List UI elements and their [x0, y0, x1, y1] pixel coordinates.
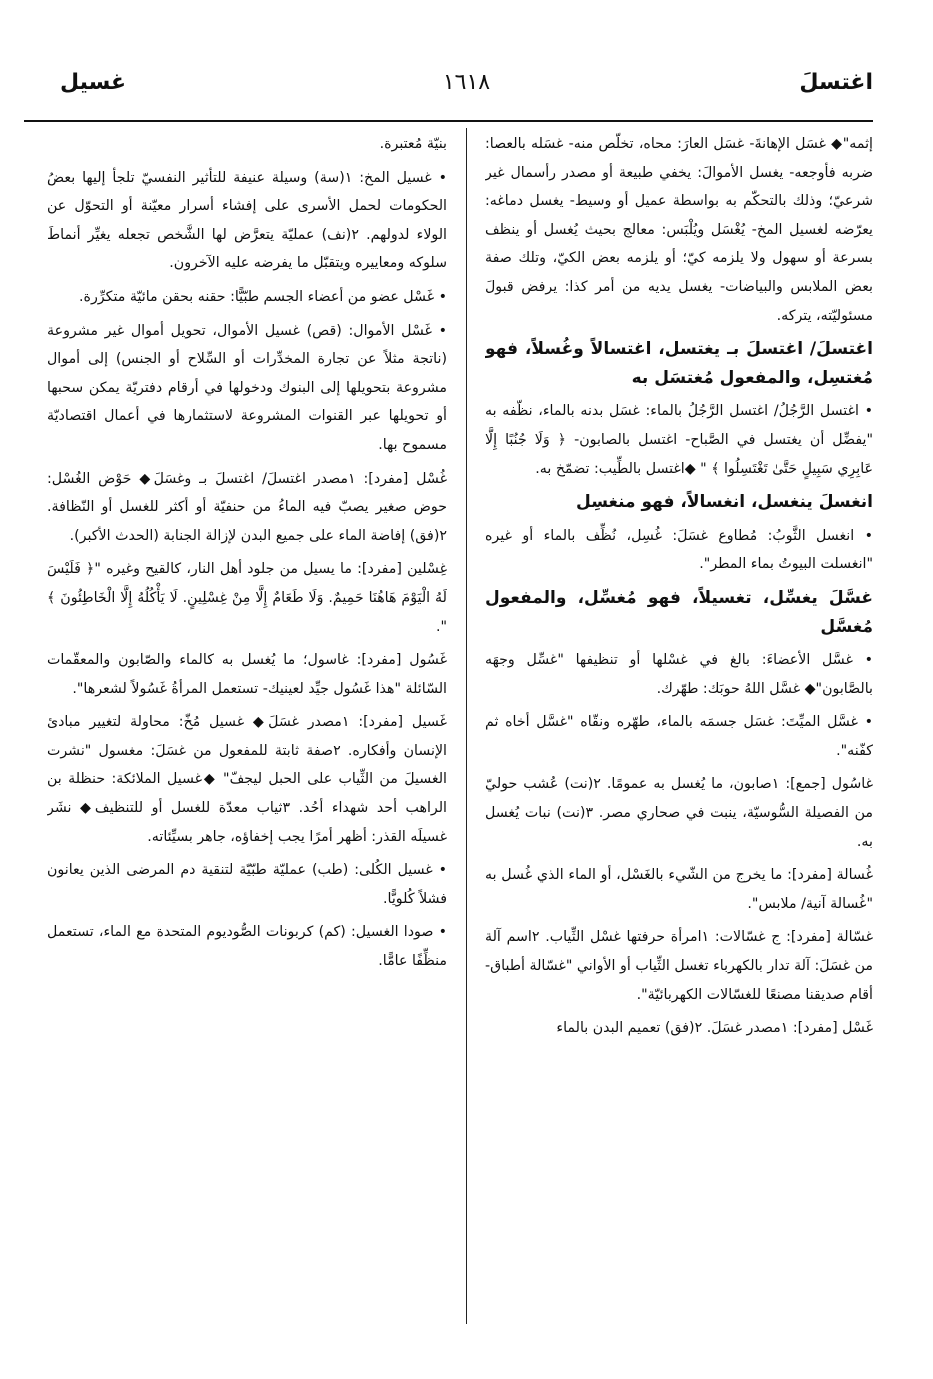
page-header [60, 70, 873, 110]
header-rule [24, 120, 873, 122]
left-column [47, 130, 447, 1329]
entry-paragraph: • صودا الغسيل: (كم) كربونات الصُّوديوم المتحدة مع الماء، تستعمل منظِّفًا عامًّا. [47, 924, 447, 970]
header-left-guide-word: غسيل [60, 70, 127, 95]
entry-paragraph: • غسيل الكُلى: (طب) عمليّة طبّيّة لتنقية دم المرضى الذين يعانون فشلاً كُلويًّا. [47, 862, 447, 907]
entry-paragraph: غاسُول [جمع]: ١صابون، ما يُغسل به عمومًا. ٢(نت) عُشب حوليّ من الفصيلة السُّوسيّة، ينبت في صحاري مصر. ٣(نت) نبات يُغسل به. [485, 776, 873, 850]
entry-paragraph: غَسيل [مفرد]: ١مصدر غسَلَ◆ غسيل مُخّ: محاولة لتغيير مبادئ الإنسان وأفكاره. ٢صفة ثابتة للمفعول من غسَلَ: مغسول "نشرت الغسيلَ من الثِّياب على الحبل ليجفّ" ◆غسيل الملائكة: حنظلة بن الراهب أحد شهداء أحُد. ٣ثياب معدّة للغسل أو للتنظيف◆ نشَر غسيلَه القذر: أظهر أمرًا يجب إخفاؤه، جاهر بسيِّئاته. [47, 714, 447, 845]
entry-paragraph: غُسالة [مفرد]: ما يخرج من الشّيء بالغَسْل، أو الماء الذي غُسل به "غُسالة آنية/ ملابس". [485, 867, 873, 912]
entry-paragraph: • انغسل الثَّوبُ: مُطاوع غسَلَ: غُسِل، نُظِّف بالماء أو غيره "انغسلت البيوتُ بماء المطر". [485, 527, 873, 573]
entry-paragraph: • غَسْل الأموال: (قص) غسيل الأموال، تحويل أموال غير مشروعة (ناتجة مثلاً عن تجارة المخدِّرات أو السِّلاح أو الجنس) إلى أموال مشروعة بتحويلها إلى البنوك ودخولها في أرقام دفتريّة يمكن سحبها أو تحويلها عبر القنوات المشروعة لاستثمارها في أعمال اقتصاديّة مسموح بها. [47, 322, 447, 453]
header-right-guide-word: اغتسلَ [799, 70, 873, 95]
entry-paragraph: بنيّة مُعتبرة. [379, 136, 447, 152]
right-column [485, 130, 873, 1329]
column-divider [466, 128, 467, 1324]
entry-paragraph: غُسْل [مفرد]: ١مصدر اغتسلَ/ اغتسلَ بـ وغسَلَ◆ حَوْض الغُسْل: حوض صغير يصبّ فيه الماءُ من حنفيّة أو أكثر للغسل أو النّظافة. ٢(فق) إفاضة الماء على جميع البدن لإزالة الجنابة (الحدث الأكبر). [47, 470, 447, 544]
headword-entry: غسَّلَ يغسِّل، تغسيلاً، فهو مُغسِّل، والمفعول مُغسَّل [485, 587, 873, 637]
entry-paragraph: • اغتسل الرَّجُلُ/ اغتسل الرَّجُلُ بالماء: غسَل بدنه بالماء، نظّفه به "يفضِّل أن يغتسل في الصَّباح- اغتسل بالصابون- ﴿ وَلَا جُنُبًا إِلَّا عَابِرِي سَبِيلٍ حَتَّىٰ تَغْتَسِلُوا ﴾ " ◆اغتسل بالطِّيب: تضمّخ به. [485, 403, 873, 477]
entry-paragraph: غسّالة [مفرد]: ج غسّالات: ١امرأة حرفتها غسْل الثِّياب. ٢اسم آلة من غسَلَ: آلة تدار بالكهرباء تغسل الثِّياب أو الأواني "غسّالة أطباق- أقام صديقنا مصنعًا للغسّالات الكهربائيّة". [485, 929, 873, 1003]
headword-entry: اغتسلَ/ اغتسلَ بـ يغتسل، اغتسالاً وغُسلاً، فهو مُغتسِل، والمفعول مُغتسَل به [485, 339, 873, 388]
entry-paragraph: غَسْل [مفرد]: ١مصدر غسَلَ. ٢(فق) تعميم البدن بالماء [556, 1020, 873, 1037]
headword-entry: انغسلَ ينغسل، انغسالاً، فهو منغسِل [576, 492, 873, 513]
entry-paragraph: • غسيل المخ: ١(سة) وسيلة عنيفة للتأثير النفسيّ تلجأ إليها بعضُ الحكومات لحمل الأسرى على إفشاء أسرار معيّنة أو التحوّل عن الولاء لدولهم. ٢(نف) عمليّة يتعرَّض لها الشَّخص تجعله يغيِّر أنماطَ سلوكه ومعاييره ويتقبّل ما يفرضه عليه الآخرون. [47, 169, 447, 272]
entry-paragraph: • غسَّل الأعضاءَ: بالغ في غسْلها أو تنظيفها "غسِّل وجهَه بالصَّابون"◆ غسَّل اللهُ حوبَك: طهّرك. [485, 652, 873, 697]
entry-paragraph: غَسُول [مفرد]: غاسول؛ ما يُغسل به كالماء والصّابون والمعقّمات السّائلة "هذا غَسُول جيِّد لعينيك- تستعمل المرأةُ غَسُولاً لشعرها". [47, 652, 447, 697]
entry-paragraph: • غسَّل الميِّتَ: غسَل جسمَه بالماء، طهّره ونقّاه "غسَّل أخاه ثم كفّنه". [485, 714, 873, 759]
entry-paragraph: غِسْلين [مفرد]: ما يسيل من جلود أهل النار، كالقيح وغيره "﴿ فَلَيْسَ لَهُ الْيَوْمَ هَاهُنَا حَمِيمٌ. وَلَا طَعَامٌ إِلَّا مِنْ غِسْلِينٍ. لَا يَأْكُلُهُ إِلَّا الْخَاطِئُونَ ﴾ ". [47, 561, 447, 635]
entry-paragraph: • غَسْل عضو من أعضاء الجسم طبّيًّا: حقنه بحقن مائيّة متكرِّرة. [79, 288, 447, 305]
entry-paragraph: إثمه"◆ غسَل الإهانةَ- غسَل العارَ: محاه، تخلّص منه- غسَله بالعصا: ضربه فأوجعه- يغسل الأموالَ: يخفي طبيعة أو مصدر رأسمال غير شرعيّ؛ وذلك بالتحكّم به بواسطة عميل أو وسيط- يغسل دماغه: يعرّضه لغسيل المخ- يُغْسَل ويُلْبَس: معالج بحيث يُغسل أو ينظف بسرعة أو سهول ولا يلزمه كيّ؛ أو يلزمه بعض الكيّ، وتلك صفة بعض الملابس والبياضات- يغسل يديه من أمر كذا: يرفض قبولَ مسئوليّته، يتركه. [485, 136, 873, 324]
page-number: ١٦١٨ [442, 70, 491, 95]
